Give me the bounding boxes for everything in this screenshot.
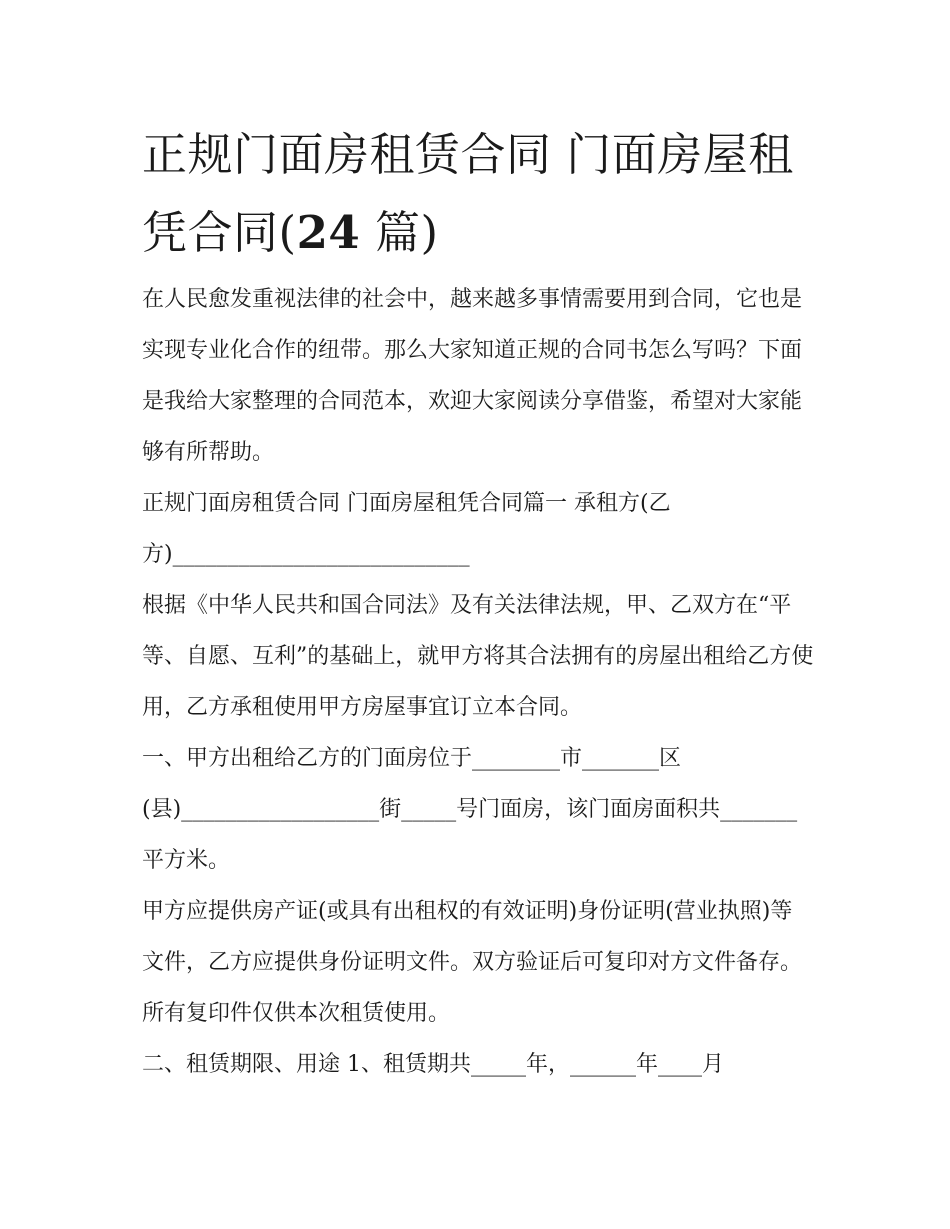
document-title (142, 116, 814, 272)
documents-paragraph: 甲方应提供房产证(或具有出租权的有效证明)身份证明(营业执照)等文件，乙方应提供身份证明文件。双方验证后可复印对方文件备存。所有复印件仅供本次租赁使用。 (142, 899, 803, 1026)
title-suffix: 篇) (360, 206, 439, 259)
clause-2-paragraph: 二、租赁期限、用途 1、租赁期共_____年，______年____月 (142, 1052, 724, 1077)
legal-basis-paragraph: 根据《中华人民共和国合同法》及有关法律法规，甲、乙双方在“平等、自愿、互利”的基础上，就甲方将其合法拥有的房屋出租给乙方使用，乙方承租使用甲方房屋事宜订立本合同。 (142, 593, 814, 720)
section-heading-paragraph: 正规门面房租赁合同 门面房屋租凭合同篇一 承租方(乙方)___________________________ (142, 491, 671, 567)
intro-paragraph: 在人民愈发重视法律的社会中，越来越多事情需要用到合同，它也是实现专业化合作的纽带。那么大家知道正规的合同书怎么写吗？下面是我给大家整理的合同范本，欢迎大家阅读分享借鉴，希望对大家能够有所帮助。 (142, 287, 803, 465)
document-body (142, 274, 814, 1090)
title-text: 正规门面房租赁合同 门面房屋租凭合同( (142, 128, 794, 259)
title-count: 24 (296, 206, 361, 259)
clause-1-paragraph: 一、甲方出租给乙方的门面房位于________市_______区(县)__________________街_____号门面房，该门面房面积共_______平方米。 (142, 746, 798, 873)
